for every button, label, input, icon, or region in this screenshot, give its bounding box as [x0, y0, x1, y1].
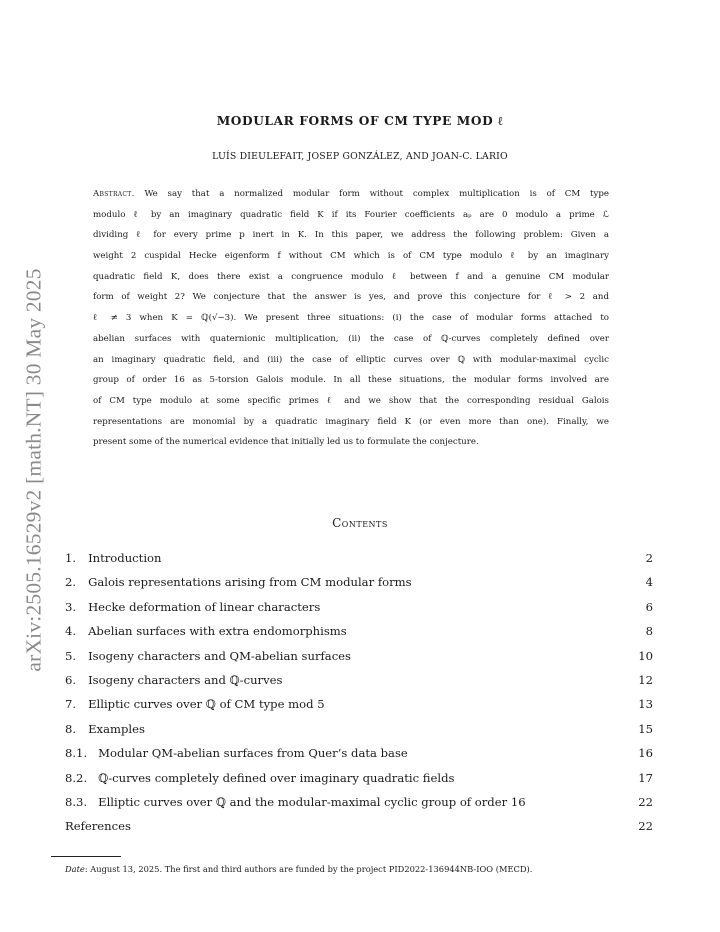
abstract-line-text: an imaginary quadratic field, and (iii) the case of elliptic curves over ℚ with modular-maximal cyclic — [93, 354, 609, 365]
contents-heading: Contents — [332, 516, 388, 530]
toc-entry-label: Elliptic curves over ℚ and the modular-maximal cyclic group of order 16 — [98, 794, 526, 809]
toc-entry[interactable] — [65, 720, 653, 744]
toc-entry-number: 8. — [65, 721, 77, 736]
toc-entry-page: 13 — [638, 697, 653, 712]
toc-entry-label: Isogeny characters and ℚ-curves — [88, 672, 283, 687]
paper-title: MODULAR FORMS OF CM TYPE MOD ℓ — [216, 114, 504, 128]
toc-entry-label: References — [65, 819, 131, 834]
abstract-line — [93, 350, 609, 371]
toc-entry-title — [65, 769, 454, 793]
toc-entry-page: 16 — [638, 746, 653, 761]
toc-entry-page: 22 — [638, 794, 653, 809]
arxiv-identifier-stamp — [0, 0, 64, 932]
toc-entry-page: 6 — [645, 599, 653, 614]
toc-entry-label: Abelian surfaces with extra endomorphisms — [88, 624, 347, 639]
toc-entry[interactable] — [65, 647, 653, 671]
abstract-line-text: dividing ℓ for every prime p inert in K. In this paper, we address the following problem: Given a — [93, 230, 609, 241]
abstract-line — [93, 412, 609, 433]
abstract-line-text: group of order 16 as 5-torsion Galois module. In all these situations, the modular forms involved are — [93, 375, 609, 386]
toc-entry-number: 1. — [65, 551, 77, 565]
toc-entry-label: Galois representations arising from CM modular forms — [88, 575, 412, 590]
footnote-text: : August 13, 2025. The first and third authors are funded by the project PID2022-136944NB-IOO (MECD). — [84, 864, 533, 874]
toc-entry-title — [65, 720, 145, 744]
abstract-line-text: abelian surfaces with quaternionic multiplication, (ii) the case of ℚ-curves completely defined over — [93, 333, 609, 344]
toc-entry-label: ℚ-curves completely defined over imaginary quadratic fields — [98, 770, 455, 785]
abstract-line-text: of CM type modulo at some specific primes ℓ and we show that the corresponding residual Galois — [93, 395, 609, 406]
toc-entry-page: 8 — [645, 624, 653, 639]
arxiv-identifier-text: arXiv:2505.16529v2 [math.NT] 30 May 2025 — [21, 268, 46, 672]
paper-authors: LUÍS DIEULEFAIT, JOSEP GONZÁLEZ, AND JOAN-C. LARIO — [212, 151, 508, 162]
abstract — [93, 184, 609, 453]
toc-entry-number: 8.3. — [65, 794, 88, 809]
abstract-line-text: form of weight 2? We conjecture that the answer is yes, and prove this conjecture for ℓ > 2 and — [93, 292, 609, 303]
toc-entry[interactable] — [65, 793, 653, 817]
abstract-line-text: We say that a normalized modular form without complex multiplication is of CM type — [144, 189, 609, 199]
toc-entry-number: 3. — [65, 599, 77, 614]
abstract-line — [93, 205, 609, 226]
toc-entry-label: Isogeny characters and QM-abelian surfaces — [88, 648, 351, 663]
footnote — [65, 864, 532, 874]
toc-entry-page: 12 — [638, 672, 653, 687]
abstract-line-text: weight 2 cuspidal Hecke eigenform f without CM which is of CM type modulo ℓ by an imaginary — [93, 251, 609, 262]
toc-entry[interactable] — [65, 549, 653, 573]
toc-entry-label: Introduction — [88, 551, 162, 565]
toc-entry[interactable] — [65, 817, 653, 841]
abstract-line-text: ℓ ≠ 3 when K = ℚ(√−3). We present three situations: (i) the case of modular forms attached to — [93, 313, 609, 324]
toc-entry-label: Examples — [88, 721, 145, 736]
abstract-line-text: present some of the numerical evidence that initially led us to formulate the conjecture. — [93, 437, 479, 448]
abstract-line — [93, 225, 609, 246]
toc-entry[interactable] — [65, 573, 653, 597]
abstract-line — [93, 329, 609, 350]
abstract-line-text: modulo ℓ by an imaginary quadratic field K if its Fourier coefficients aₚ are 0 modulo a prime ℒ — [93, 209, 609, 220]
abstract-line — [93, 432, 609, 453]
abstract-line-text: representations are monomial by a quadratic imaginary field K (or even more than one). Finally, we — [93, 416, 609, 427]
toc-entry-page: 10 — [638, 648, 653, 663]
toc-entry-number: 2. — [65, 575, 77, 590]
abstract-line-text: quadratic field K, does there exist a congruence modulo ℓ between f and a genuine CM modular — [93, 271, 609, 282]
toc-entry-title — [65, 598, 320, 622]
toc-entry[interactable] — [65, 671, 653, 695]
toc-entry-number: 8.2. — [65, 770, 88, 785]
toc-entry-title — [65, 744, 408, 768]
abstract-line — [93, 308, 609, 329]
toc-entry-page: 17 — [638, 770, 653, 785]
footnote-date-label: Date — [65, 864, 85, 874]
toc-entry-title — [65, 695, 325, 719]
toc-entry-page: 15 — [638, 721, 653, 736]
toc-entry-title — [65, 647, 351, 671]
toc-entry-page: 2 — [645, 551, 653, 565]
toc-entry[interactable] — [65, 622, 653, 646]
abstract-line — [93, 391, 609, 412]
table-of-contents — [65, 549, 653, 842]
toc-entry[interactable] — [65, 744, 653, 768]
toc-entry-label: Hecke deformation of linear characters — [88, 599, 321, 614]
toc-entry-page: 4 — [645, 575, 653, 590]
toc-entry-title — [65, 817, 131, 841]
footnote-rule — [51, 856, 121, 857]
abstract-line — [93, 287, 609, 308]
toc-entry-number: 8.1. — [65, 746, 88, 761]
toc-entry-title — [65, 549, 162, 573]
abstract-line — [93, 267, 609, 288]
toc-entry[interactable] — [65, 695, 653, 719]
abstract-line — [93, 184, 609, 205]
toc-entry-number: 6. — [65, 672, 77, 687]
toc-entry-title — [65, 573, 412, 597]
toc-entry-label: Elliptic curves over ℚ of CM type mod 5 — [88, 697, 325, 712]
abstract-line — [93, 246, 609, 267]
toc-entry-number: 7. — [65, 697, 77, 712]
toc-entry-title — [65, 622, 347, 646]
toc-entry[interactable] — [65, 769, 653, 793]
abstract-heading: Abstract. — [93, 189, 135, 199]
toc-entry[interactable] — [65, 598, 653, 622]
abstract-line — [93, 370, 609, 391]
toc-entry-title — [65, 671, 282, 695]
toc-entry-title — [65, 793, 526, 817]
toc-entry-page: 22 — [638, 819, 653, 834]
toc-entry-number: 5. — [65, 648, 77, 663]
toc-entry-number: 4. — [65, 624, 77, 639]
toc-entry-label: Modular QM-abelian surfaces from Quer’s data base — [98, 746, 408, 761]
